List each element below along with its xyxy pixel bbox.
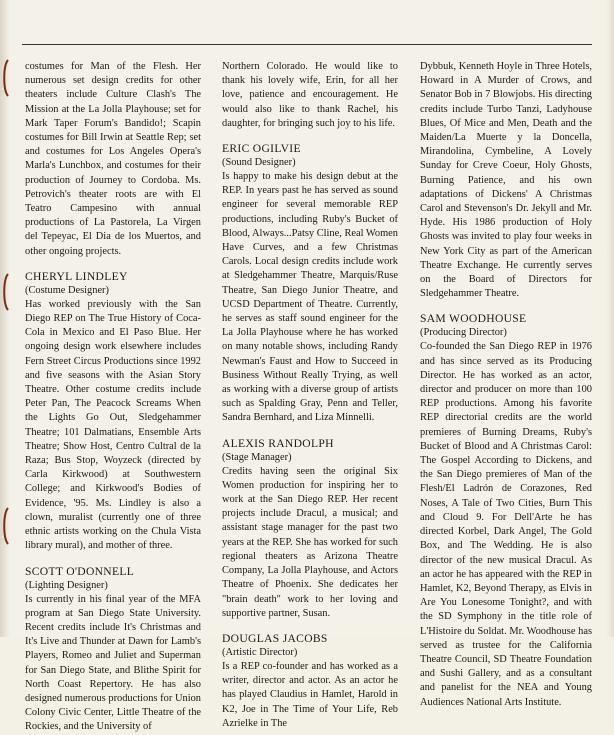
bio-name: SCOTT O'DONNELL: [25, 564, 135, 578]
column-middle: [222, 60, 398, 729]
bio-text: Is a REP co-founder and has worked as a writer, director and actor. As an actor he has played Claudius in Hamlet, Harold in K2, Joe in The Time of Your Life, Reb Azrielke in The: [222, 660, 398, 729]
bio-role: (Lighting Designer): [25, 579, 108, 591]
bio-text: Credits having seen the original Six Women production for inspiring her to work at the San Diego REP. Her recent projects include Dracul, a musical; and assistant stage manager for the past two years at the REP. She has worked for such regional theaters as Arizona Theatre Company, La Jolla Playhouse, and Actors Theatre of Phoenix. She dedicates her "brain death" work to her loving and supportive partner, Susan.: [222, 465, 398, 619]
bio-entry-alexis-randolph: [222, 437, 398, 621]
bio-role: (Sound Designer): [222, 157, 296, 169]
bio-role: (Costume Designer): [25, 284, 109, 296]
binding-ring-icon: [2, 272, 12, 312]
bio-name: CHERYL LINDLEY: [25, 269, 128, 283]
bio-entry-cheryl-lindley: [25, 270, 201, 554]
bio-name: DOUGLAS JACOBS: [222, 631, 328, 645]
column-right: [420, 60, 592, 708]
bio-text: Is happy to make his design debut at the REP. In years past he has served as sound engineer for several memorable REP productions, including Ruby's Bucket of Blood, Always...Patsy Cline, Real Women Have Curves, and a few Christmas Carols. Local design credits include work at Sledgehammer Theatre, Marquis/Ruse Theatre, San Diego Junior Theatre, and UCSD Department of Theatre. Currently, he serves as staff sound engineer for the La Jolla Playhouse where he has worked on many notable shows, including Randy Newman's Faust and How to Succeed in Business Without Really Trying, as well as working with a diverse group of artists such as Spalding Gray, Penn and Teller, Sandra Bernhard, and Liza Minnelli.: [222, 171, 398, 424]
continued-bio: Northern Colorado. He would like to thank his lovely wife, Erin, for all her love, patience and encouragement. He would also like to thank Rachel, his daughter, for bringing such joy to his life.: [222, 61, 398, 129]
continued-bio: costumes for Man of the Flesh. Her numerous set design credits for other theaters include Culture Clash's The Mission at the La Jolla Playhouse; set for Mark Taper Forum's Bandido!; Scapin costumes for Bill Irwin at Seattle Rep; set and costumes for Los Angeles Opera's Marla's Lunchbox, and costumes for their production of Journey to Cordoba. Ms. Petrovich's theater roots are with El Teatro Campesino with annual productions of La Pastorela, La Virgen del Tepeyac, El Dia de los Muertos, and other ongoing projects.: [25, 61, 201, 257]
bio-entry-sam-woodhouse: [420, 312, 592, 709]
bio-name: ALEXIS RANDOLPH: [222, 436, 334, 450]
column-left: [25, 60, 201, 733]
bio-name: SAM WOODHOUSE: [420, 312, 527, 326]
bio-name: ERIC OGILVIE: [222, 142, 301, 156]
bio-text: Co-founded the San Diego REP in 1976 and has since served as its Producing Director. He has worked as an actor, director and producer on more than 100 REP productions. Among his favorite REP directorial credits are the world premieres of Burning Dreams, Ruby's Bucket of Blood and A Christmas Carol: The Gospel According to Dickens, and the San Diego premieres of Man of the Flesh/El Ladrón de Corazones, Red Noses, A Tale of Two Cities, Burn This and Cloud 9. For Dell'Arte he has directed Korbel, Dark Angel, The Gold Box, and The Wedding. He is also director of the new musical Dracul. As an actor he has appeared with the REP in Hamlet, K2, Beyond Therapy, as Elvis in Are You Lonesome Tonight?, and with the SD Symphony in the title role of L'Histoire du Soldat. Mr. Woodhouse has served as trustee for the California Theatre Council, SD Theatre Foundation and Sushi Gallery, and as a consultant and panelist for the NEA and Young Audiences National Arts Institute.: [420, 341, 592, 708]
bio-role: (Producing Director): [420, 327, 507, 339]
bio-entry-eric-ogilvie: [222, 142, 398, 426]
bio-text: Is currently in his final year of the MFA program at San Diego State University. Recent credits include It's Christmas and It's Live and Thunder at Dawn for Lamb's Players, Romeo and Juliet and Superman for San Diego State, and Blithe Spirit for North Coast Repertory. He has also designed numerous productions for Union Colony Civic Center, Little Theatre of the Rockies, and the University of: [25, 593, 201, 733]
binding-ring-icon: [2, 58, 12, 98]
bio-entry-scott-odonnell: [25, 565, 201, 735]
bio-entry-douglas-jacobs: [222, 632, 398, 731]
bio-text: Has worked previously with the San Diego REP on The True History of Coca-Cola in Mexico and El Paso Blue. Her ongoing design work elsewhere includes Fern Street Circus Productions since 1992 and five seasons with the Asian Story Theatre. Other costume credits include Peter Pan, The Peacock Screams When the Lights Go Out, Sledgehammer Theatre; 101 Dalmatians, Ensemble Arts Theatre; Show Host, Centro Cultral de la Raza; Bus Stop, Woyzeck (directed by Carla Kirkwood) at Southwestern College; and Kirkwood's Bodies of Evidence, '95. Ms. Lindley is also a clown, muralist (currently one of three ethnic artists working on the Chula Vista library mural), and mother of three.: [25, 298, 201, 552]
page-right-edge: [606, 0, 614, 637]
continued-bio: Dybbuk, Kenneth Hoyle in Three Hotels, Howard in A Murder of Crows, and Senator Bob in 7 Blowjobs. His directing credits include Turbo Tanzi, Ladyhouse Blues, Of Mice and Men, Death and the Maiden/La Muerte y la Doncella, Mirandolina, Cymbeline, A Lovely Sunday for Creve Coeur, Holy Ghosts, Burning Patience, and his own adaptations of Dickens' A Christmas Carol and Stevenson's Dr. Jekyll and Mr. Hyde. His 1986 production of Holy Ghosts was invited to play four weeks in New York City as part of the American Theatre Exchange. He currently serves on the Board of Directors for Sledgehammer Theatre.: [420, 61, 592, 300]
bio-role: (Artistic Director): [222, 646, 298, 658]
top-rule: [22, 44, 592, 45]
bio-role: (Stage Manager): [222, 451, 292, 463]
binding-ring-icon: [2, 506, 12, 546]
